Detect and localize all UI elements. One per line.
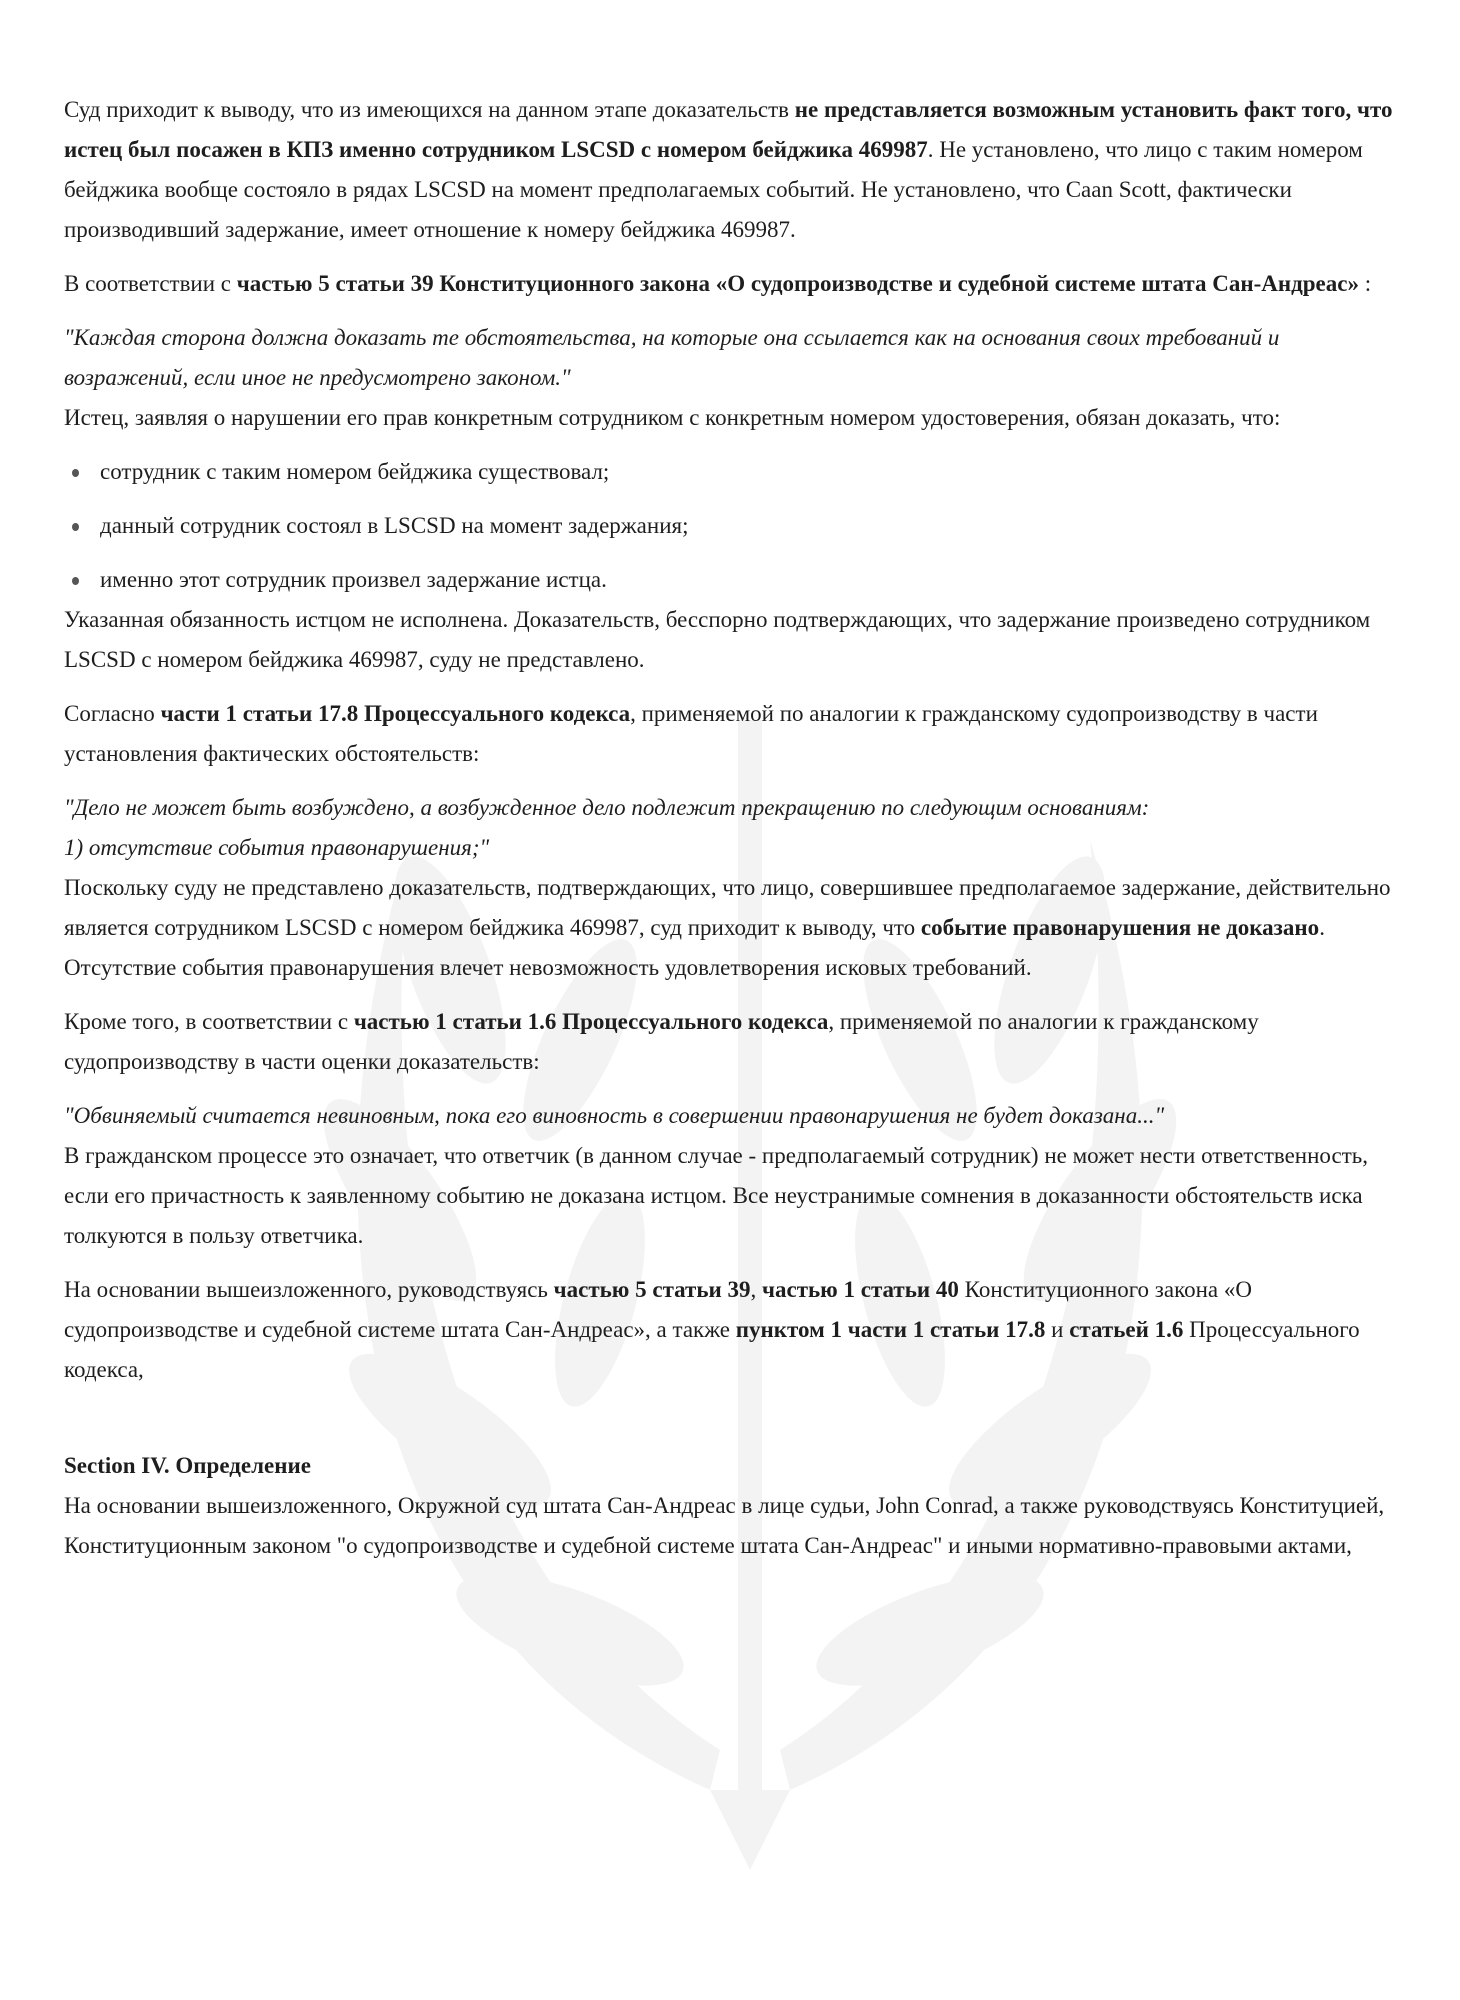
list-item — [64, 452, 1404, 492]
document-body — [64, 90, 1404, 1580]
text: . Отсутствие события правонарушения влечет невозможность удовлетворения исковых требований. — [64, 915, 1325, 980]
text: , применяемой по аналогии к гражданскому судопроизводству в части оценки доказательств: — [64, 1009, 1259, 1074]
text: . Не установлено, что лицо с таким номером бейджика вообще состояло в рядах LSCSD на момент предполагаемых событий. Не установлено, что Caan Scott, фактически производивший задержание, имеет отношение к номеру бейджика 469987. — [64, 137, 1363, 242]
text: Кроме того, в соответствии с — [64, 1009, 354, 1034]
quote-presumption-of-innocence: "Обвиняемый считается невиновным, пока его виновность в совершении правонарушения не будет доказана..." — [64, 1103, 1165, 1128]
list-item-text: сотрудник с таким номером бейджика существовал; — [100, 459, 610, 484]
bold-text: частью 1 статьи 1.6 Процессуального кодекса — [353, 1009, 829, 1034]
text: Согласно — [64, 701, 161, 726]
text: Конституционного закона «О судопроизводстве и судебной системе штата Сан-Андреас», а также — [64, 1277, 1252, 1342]
text: Поскольку суду не представлено доказательств, подтверждающих, что лицо, совершившее предполагаемое задержание, действительно является сотрудником LSCSD с номером бейджика 469987, суд приходит к выводу, что — [64, 875, 1391, 940]
bold-text: статьей 1.6 — [1069, 1317, 1184, 1342]
text: Процессуального кодекса, — [64, 1317, 1360, 1382]
text: , применяемой по аналогии к гражданскому судопроизводству в части установления фактических обстоятельств: — [64, 701, 1318, 766]
paragraph-law-reference — [64, 264, 1404, 304]
quote-case-dismissal-line-1: "Дело не может быть возбуждено, а возбужденное дело подлежит прекращению по следующим основаниям: — [64, 795, 1150, 820]
quote-burden-of-proof: "Каждая сторона должна доказать те обстоятельства, на которые она ссылается как на основания своих требований и возражений, если иное не предусмотрено законом." — [64, 325, 1280, 390]
text: : — [1358, 271, 1372, 296]
bold-text: событие правонарушения не доказано — [920, 915, 1320, 940]
bold-text: пунктом 1 части 1 статьи 17.8 — [735, 1317, 1046, 1342]
text: Суд приходит к выводу, что из имеющихся на данном этапе доказательств — [64, 97, 795, 122]
bold-text: частью 1 статьи 40 — [762, 1277, 959, 1302]
paragraph-civil-process-meaning: В гражданском процессе это означает, что ответчик (в данном случае - предполагаемый сотрудник) не может нести ответственность, если его причастность к заявленному событию не доказана истцом. Все неустранимые сомнения в доказанности обстоятельств иска толкуются в пользу ответчика. — [64, 1143, 1368, 1248]
section-title: Section IV. Определение — [64, 1453, 311, 1478]
paragraph-plaintiff-obligation: Истец, заявляя о нарушении его прав конкретным сотрудником с конкретным номером удостоверения, обязан доказать, что: — [64, 405, 1281, 430]
bold-text: частью 5 статьи 39 Конституционного закона «О судопроизводстве и судебной системе штата Сан-Андреас» — [236, 271, 1359, 296]
list-item — [64, 560, 1404, 600]
paragraph-procedural-code-1-6 — [64, 1002, 1404, 1082]
bold-text: части 1 статьи 17.8 Процессуального кодекса — [160, 701, 631, 726]
text: В соответствии с — [64, 271, 237, 296]
paragraph-conclusion — [64, 90, 1404, 250]
quote-case-dismissal-line-2: 1) отсутствие события правонарушения;" — [64, 835, 490, 860]
bullet-icon — [72, 577, 79, 585]
obligation-list — [64, 452, 1404, 600]
bullet-icon — [72, 469, 79, 477]
list-item — [64, 506, 1404, 546]
text: и — [1045, 1317, 1070, 1342]
bold-text: не представляется возможным установить факт того, что истец был посажен в КПЗ именно сотрудником LSCSD с номером бейджика 469987 — [64, 97, 1393, 162]
bold-text: частью 5 статьи 39 — [553, 1277, 751, 1302]
paragraph-procedural-code-17-8 — [64, 694, 1404, 774]
paragraph-obligation-not-fulfilled: Указанная обязанность истцом не исполнена. Доказательств, бесспорно подтверждающих, что задержание произведено сотрудником LSCSD с номером бейджика 469987, суду не представлено. — [64, 607, 1371, 672]
text: На основании вышеизложенного, руководствуясь — [64, 1277, 554, 1302]
paragraph-legal-basis — [64, 1270, 1404, 1390]
list-item-text: данный сотрудник состоял в LSCSD на момент задержания; — [100, 513, 689, 538]
bullet-icon — [72, 523, 79, 531]
text: , — [750, 1277, 763, 1302]
paragraph-no-offense-proven — [64, 868, 1404, 988]
paragraph-section-4: На основании вышеизложенного, Окружной суд штата Сан-Андреас в лице судьи, John Conrad, а также руководствуясь Конституцией, Конституционным законом "о судопроизводстве и судебной системе штата Сан-Андреас" и иными нормативно-правовыми актами, — [64, 1493, 1385, 1558]
spacer — [64, 1404, 1404, 1446]
list-item-text: именно этот сотрудник произвел задержание истца. — [100, 567, 607, 592]
